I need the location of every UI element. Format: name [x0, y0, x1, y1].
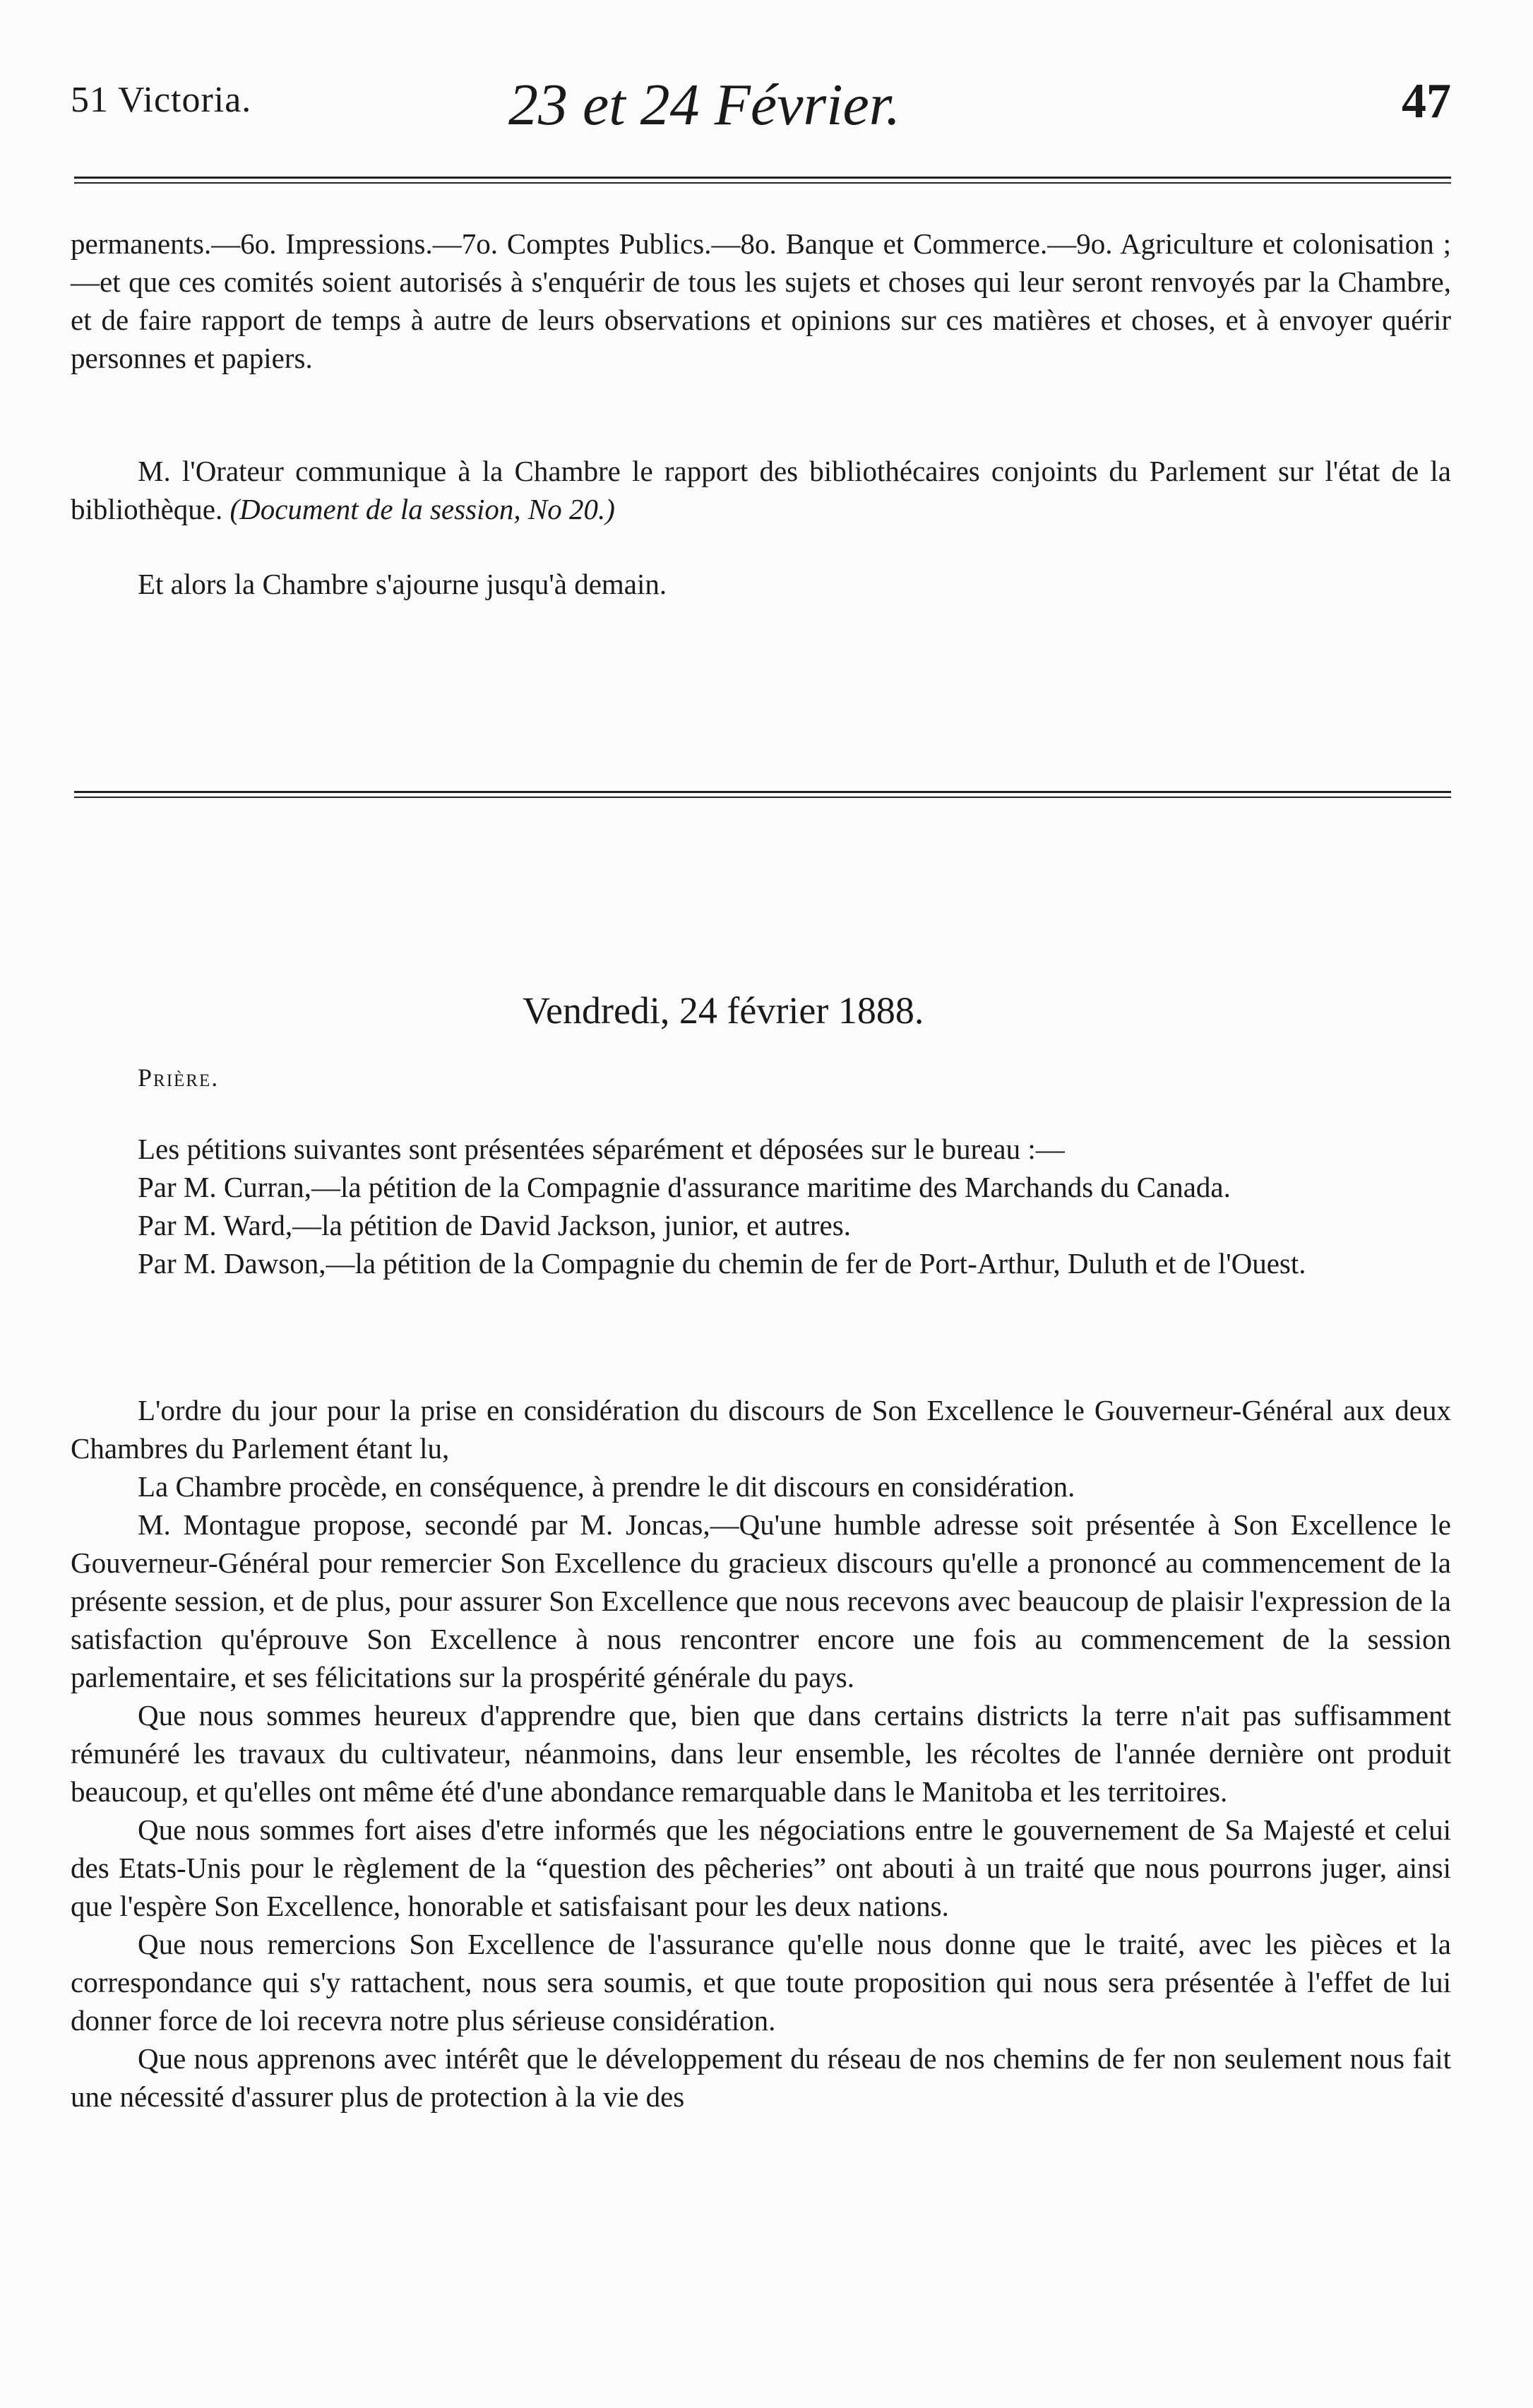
- railways-paragraph: Que nous apprenons avec intérêt que le développement du réseau de nos chemins de fer non seulement nous fait une nécessité d'assurer plus de protection à la vie des: [71, 2042, 1451, 2113]
- committees-text: permanents.—6o. Impressions.—7o. Comptes Publics.—8o. Banque et Commerce.—9o. Agriculture et colonisation ;—et que ces comités soient autorisés à s'enquérir de tous les sujets et choses qui leur seront renvoyés par la Chambre, et de faire rapport de temps à autre de leurs observations et opinions sur ces matières et choses, et à envoyer quérir personnes et papiers.: [71, 227, 1451, 374]
- petitions-block: [71, 1130, 1451, 1282]
- page-header: [71, 71, 1451, 138]
- page-number: 47: [1402, 74, 1451, 129]
- committees-paragraph: [71, 225, 1451, 377]
- address-debate: [71, 1391, 1451, 2116]
- petition-ward: Par M. Ward,—la pétition de David Jackson, junior, et autres.: [138, 1209, 851, 1241]
- order-of-day: L'ordre du jour pour la prise en considération du discours de Son Excellence le Gouverneur-Général aux deux Chambres du Parlement étant lu,: [71, 1394, 1451, 1465]
- petition-curran: Par M. Curran,—la pétition de la Compagnie d'assurance maritime des Marchands du Canada.: [138, 1171, 1231, 1203]
- petition-dawson: Par M. Dawson,—la pétition de la Compagnie du chemin de fer de Port-Arthur, Duluth et de l'Ouest.: [138, 1247, 1306, 1280]
- sitting-date: Vendredi, 24 février 1888.: [523, 989, 924, 1032]
- adjournment-text: Et alors la Chambre s'ajourne jusqu'à demain.: [138, 568, 667, 600]
- regnal-year: 51 Victoria.: [71, 80, 252, 120]
- prayer-heading: Prière.: [138, 1063, 220, 1092]
- harvest-paragraph: Que nous sommes heureux d'apprendre que, bien que dans certains districts la terre n'ait pas suffisamment rémunéré les travaux du cultivateur, néanmoins, dans leur ensemble, les récoltes de l'année dernière ont produit beaucoup, et qu'elles ont même été d'une abondance remarquable dans le Manitoba et les territoires.: [71, 1699, 1451, 1808]
- petitions-intro: Les pétitions suivantes sont présentées séparément et déposées sur le bureau :—: [138, 1133, 1065, 1165]
- montague-motion: M. Montague propose, secondé par M. Joncas,—Qu'une humble adresse soit présentée à Son Excellence le Gouverneur-Général pour remercier Son Excellence du gracieux discours qu'elle a prononcé au commencement de la présente session, et de plus, pour assurer Son Excellence que nous recevons avec beaucoup de plaisir l'expression de la satisfaction qu'éprouve Son Excellence à nous rencontrer encore une fois au commencement de la session parlementaire, et ses félicitations sur la prospérité générale du pays.: [71, 1508, 1451, 1693]
- house-proceeds: La Chambre procède, en conséquence, à prendre le dit discours en considération.: [138, 1470, 1075, 1503]
- adjournment-paragraph: [71, 565, 1451, 603]
- treaty-paragraph: Que nous remercions Son Excellence de l'assurance qu'elle nous donne que le traité, avec les pièces et la correspondance qui s'y rattachent, nous sera soumis, et que toute proposition qui nous sera présentée à l'effet de lui donner force de loi recevra notre plus sérieuse considération.: [71, 1928, 1451, 2037]
- header-rule: [74, 177, 1451, 184]
- header-dates: 23 et 24 Février.: [508, 72, 901, 138]
- fisheries-paragraph: Que nous sommes fort aises d'etre informés que les négociations entre le gouvernement de Sa Majesté et celui des Etats-Unis pour le règlement de la “question des pêcheries” ont abouti à un traité que nous pourrons juger, ainsi que l'espère Son Excellence, honorable et satisfaisant pour les deux nations.: [71, 1813, 1451, 1922]
- section-divider: [74, 791, 1451, 798]
- library-report-paragraph: [71, 452, 1451, 528]
- library-report-text: M. l'Orateur communique à la Chambre le rapport des bibliothécaires conjoints du Parlement sur l'état de la bibliothèque.: [71, 455, 1451, 525]
- session-document-ref: (Document de la session, No 20.): [229, 493, 615, 525]
